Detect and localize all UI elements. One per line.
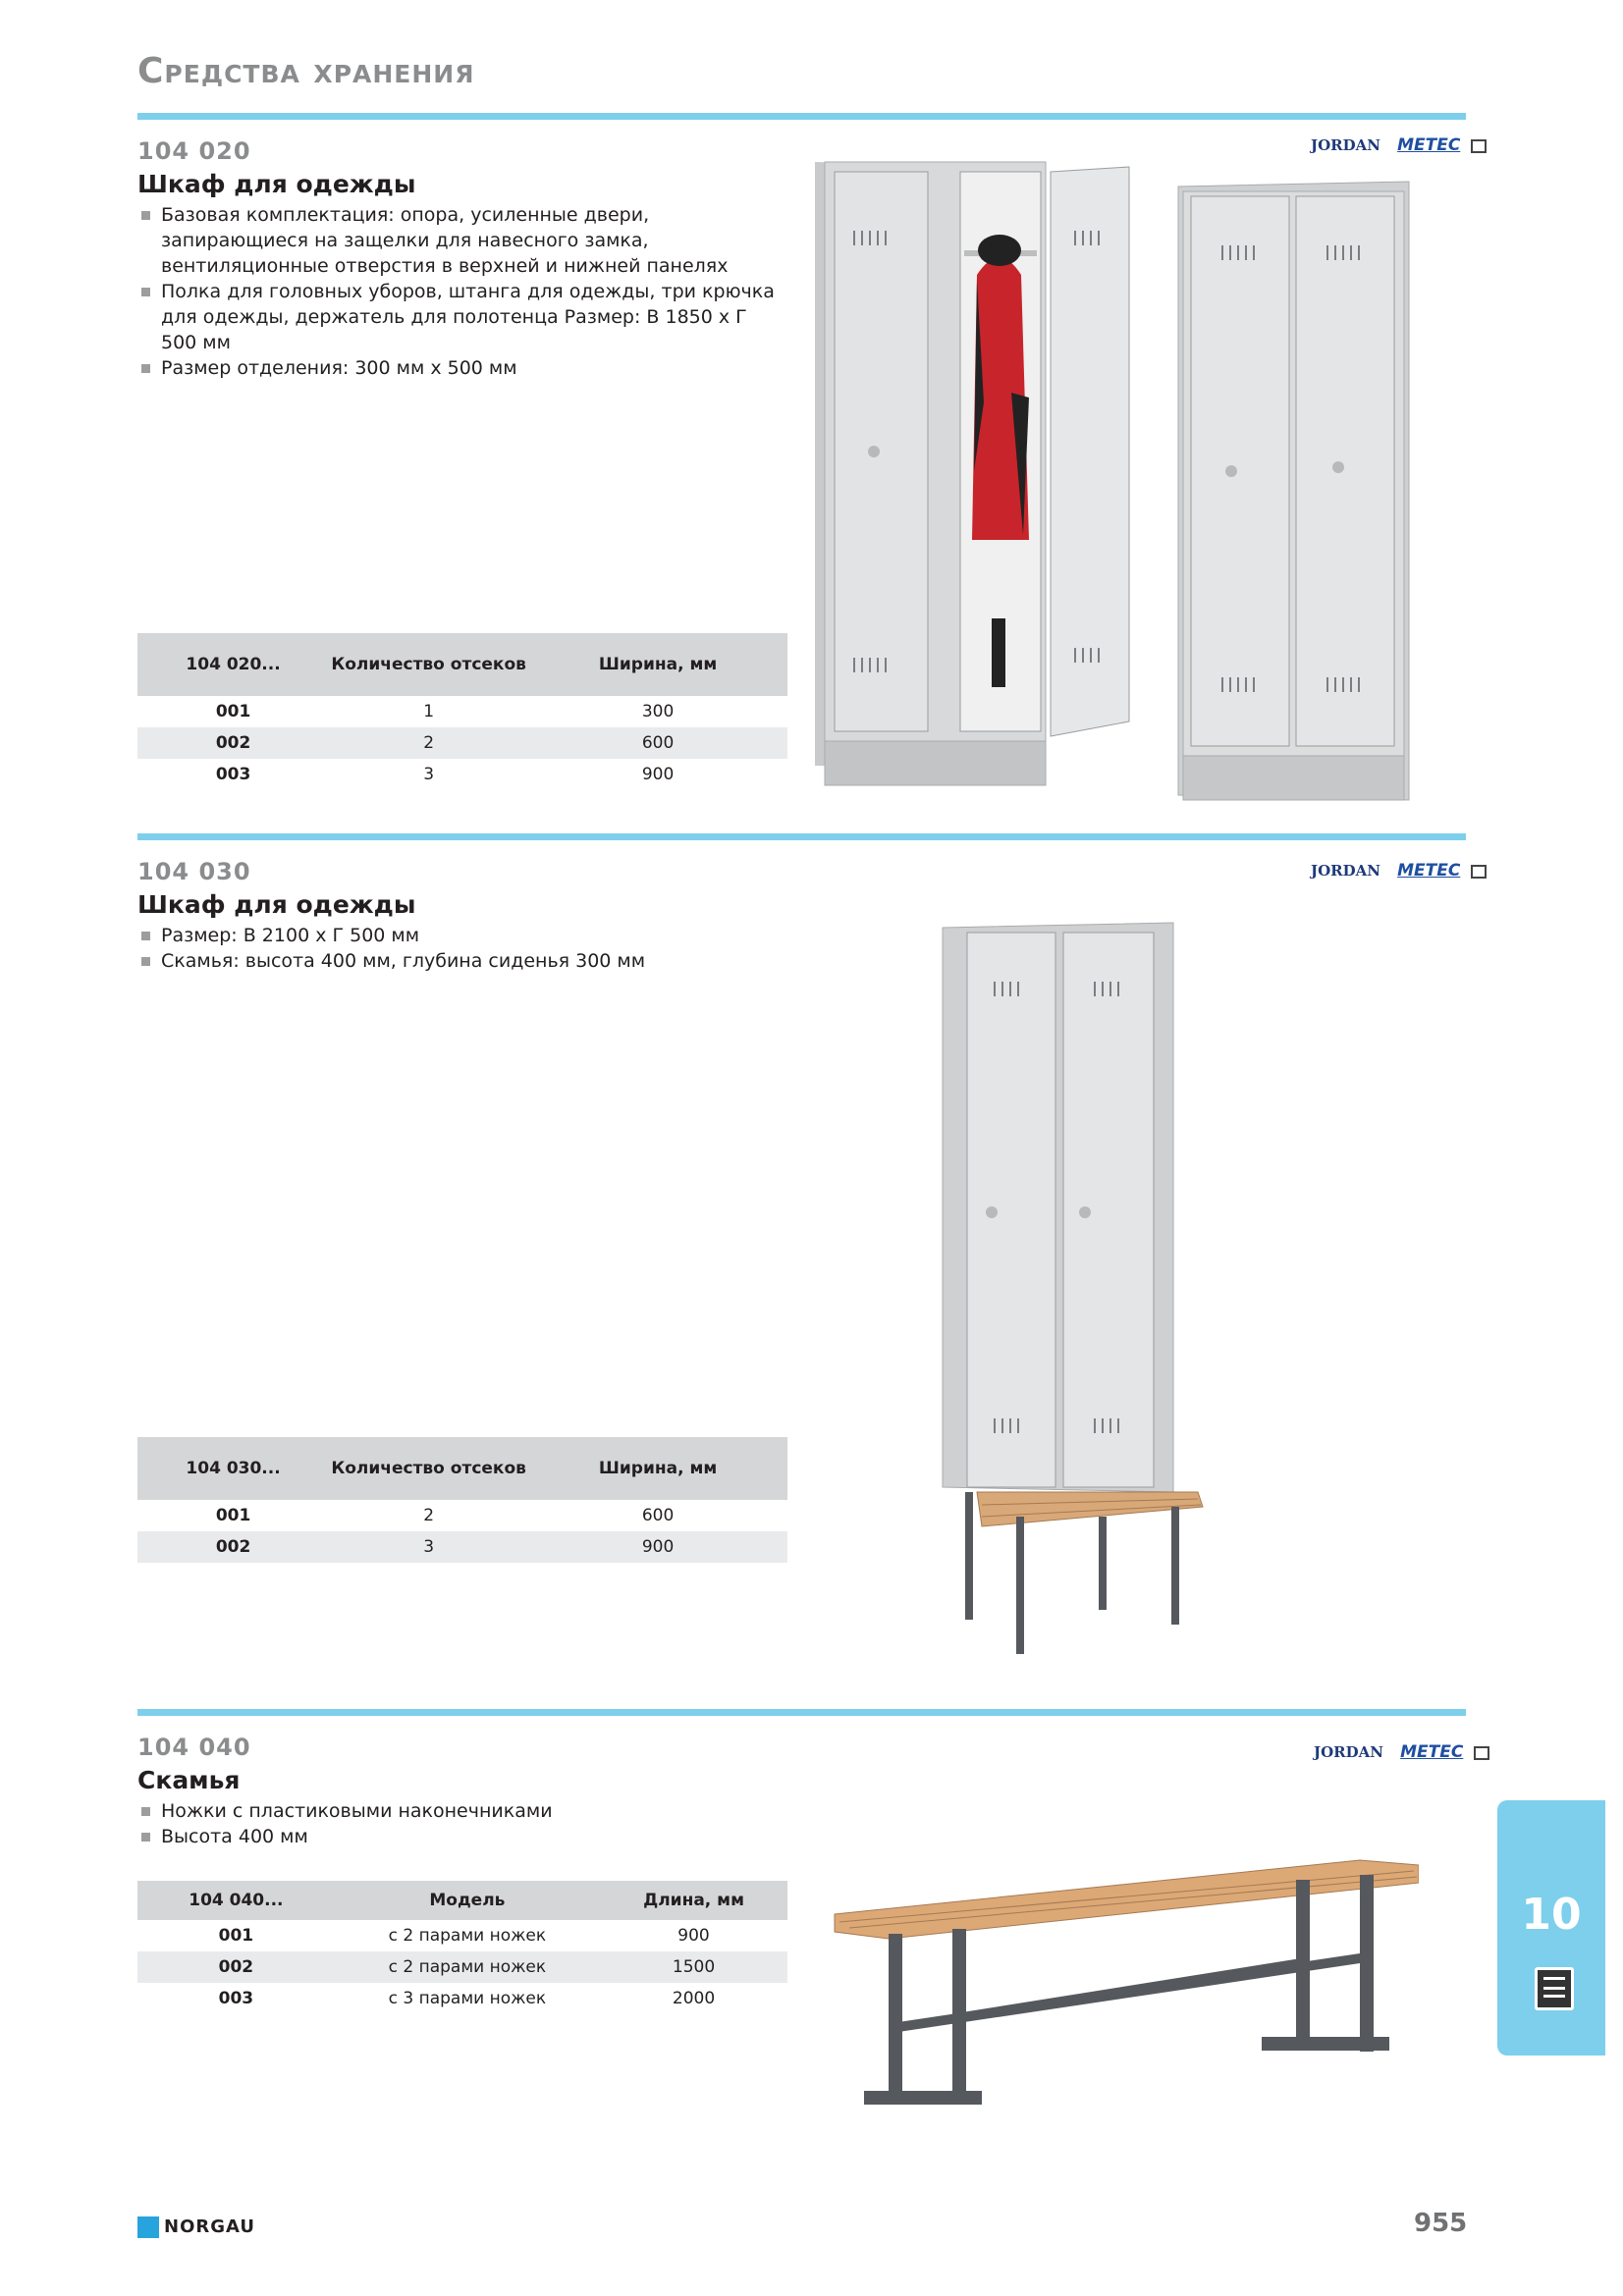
product-title: Шкаф для одежды bbox=[137, 890, 416, 919]
norgau-logo-mark bbox=[137, 2216, 159, 2238]
table-header: 104 020... bbox=[137, 633, 329, 696]
spec-table bbox=[137, 1881, 787, 2014]
table-cell: 900 bbox=[641, 765, 675, 784]
table-cell: 002 bbox=[137, 727, 329, 759]
feature-list bbox=[137, 202, 785, 381]
table-cell: 002 bbox=[137, 1951, 335, 1983]
locker-image bbox=[815, 147, 1424, 825]
spec-table bbox=[137, 1437, 787, 1563]
product-code: 104 020 bbox=[137, 137, 251, 165]
table-row bbox=[137, 696, 787, 727]
table-row bbox=[137, 1500, 787, 1531]
table-cell: 001 bbox=[215, 1506, 251, 1525]
catalog-icon bbox=[1474, 1746, 1489, 1760]
table-header: Ширина, мм bbox=[528, 1437, 787, 1500]
cabinet-icon bbox=[1535, 1967, 1574, 2010]
brand-logos bbox=[1314, 1742, 1489, 1762]
feature-item: Базовая комплектация: опора, усиленные двери, запирающиеся на защелки для навесного замка, вентиляционные отверстия в верхней и нижней панелях bbox=[137, 202, 785, 279]
locker-bench-image bbox=[938, 918, 1222, 1659]
table-header: 104 040... bbox=[137, 1881, 335, 1920]
product-title: Шкаф для одежды bbox=[137, 170, 416, 198]
product-title: Скамья bbox=[137, 1766, 241, 1794]
jordan-logo: JORDAN bbox=[1311, 136, 1380, 154]
table-cell: 3 bbox=[423, 765, 435, 784]
page-title: Средства хранения bbox=[137, 51, 475, 91]
table-cell: 900 bbox=[677, 1926, 710, 1946]
feature-item: Скамья: высота 400 мм, глубина сиденья 300 мм bbox=[137, 948, 785, 974]
norgau-logo: NORGAU bbox=[164, 2216, 255, 2237]
section-number: 10 bbox=[1521, 1890, 1582, 1940]
section-rule bbox=[137, 833, 1466, 840]
bench-image bbox=[830, 1855, 1419, 2140]
table-cell: 3 bbox=[329, 1531, 528, 1563]
table-cell: 001 bbox=[218, 1926, 254, 1946]
table-cell: 600 bbox=[528, 727, 787, 759]
table-header: Ширина, мм bbox=[528, 633, 787, 696]
table-row bbox=[137, 1983, 787, 2014]
table-cell: 003 bbox=[215, 765, 251, 784]
section-rule bbox=[137, 1709, 1466, 1716]
table-cell: 600 bbox=[641, 1506, 675, 1525]
feature-list bbox=[137, 1798, 785, 1849]
feature-item: Полка для головных уборов, штанга для одежды, три крючка для одежды, держатель для полотенца Размер: В 1850 x Г 500 мм bbox=[137, 279, 785, 355]
table-row bbox=[137, 759, 787, 790]
table-cell: 1500 bbox=[600, 1951, 787, 1983]
metec-logo: METEC bbox=[1397, 861, 1461, 881]
table-row bbox=[137, 727, 787, 759]
feature-item: Размер: В 2100 x Г 500 мм bbox=[137, 923, 785, 948]
metec-logo: METEC bbox=[1400, 1742, 1464, 1762]
table-cell: 2 bbox=[423, 1506, 435, 1525]
table-header: Количество отсеков bbox=[329, 1437, 528, 1500]
header-rule bbox=[137, 113, 1466, 120]
table-cell: 003 bbox=[218, 1989, 254, 2008]
jordan-logo: JORDAN bbox=[1314, 1743, 1383, 1761]
table-row bbox=[137, 1920, 787, 1951]
table-row bbox=[137, 1531, 787, 1563]
table-cell: 002 bbox=[137, 1531, 329, 1563]
table-cell: 900 bbox=[528, 1531, 787, 1563]
table-cell: 001 bbox=[215, 702, 251, 721]
table-row bbox=[137, 1951, 787, 1983]
catalog-icon bbox=[1471, 865, 1487, 879]
page-number: 955 bbox=[1414, 2209, 1468, 2238]
catalog-icon bbox=[1471, 139, 1487, 153]
table-cell: 300 bbox=[641, 702, 675, 721]
metec-logo: METEC bbox=[1397, 135, 1461, 155]
table-header: Модель bbox=[335, 1881, 600, 1920]
feature-item: Размер отделения: 300 мм x 500 мм bbox=[137, 355, 785, 381]
feature-item: Ножки с пластиковыми наконечниками bbox=[137, 1798, 785, 1824]
feature-item: Высота 400 мм bbox=[137, 1824, 785, 1849]
table-header: 104 030... bbox=[137, 1437, 329, 1500]
table-cell: с 2 парами ножек bbox=[388, 1926, 547, 1946]
table-cell: 1 bbox=[423, 702, 435, 721]
brand-logos bbox=[1311, 861, 1487, 881]
jordan-logo: JORDAN bbox=[1311, 862, 1380, 880]
table-cell: 2000 bbox=[672, 1989, 716, 2008]
table-cell: с 2 парами ножек bbox=[335, 1951, 600, 1983]
product-code: 104 040 bbox=[137, 1734, 251, 1761]
table-header: Количество отсеков bbox=[329, 633, 528, 696]
table-cell: 2 bbox=[329, 727, 528, 759]
table-header: Длина, мм bbox=[600, 1881, 787, 1920]
product-code: 104 030 bbox=[137, 858, 251, 885]
feature-list bbox=[137, 923, 785, 974]
spec-table bbox=[137, 633, 787, 790]
table-cell: с 3 парами ножек bbox=[388, 1989, 547, 2008]
